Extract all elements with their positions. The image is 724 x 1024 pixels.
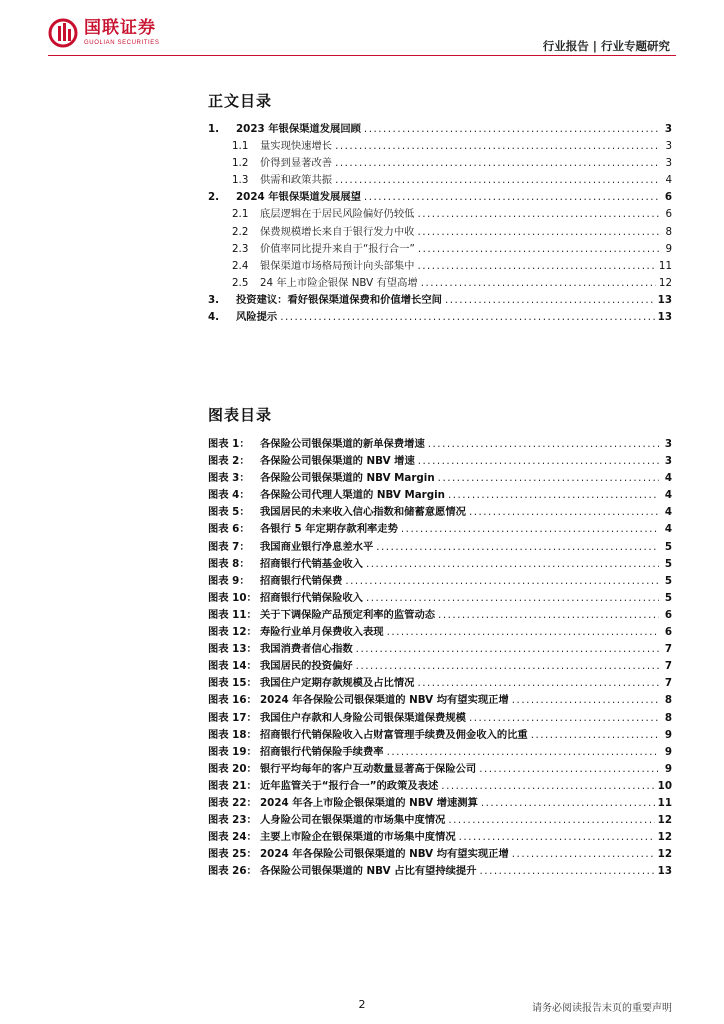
figure-list-item[interactable] (208, 623, 672, 640)
logo-chinese-name: 国联证券 (84, 18, 156, 38)
company-logo (48, 18, 159, 48)
dot-leader (335, 174, 659, 186)
entry-page: 4 (665, 174, 672, 187)
entry-number: 2.4 (232, 259, 249, 272)
entry-page: 6 (664, 191, 672, 204)
entry-title: 2024 年各保险公司银保渠道的 NBV 均有望实现正增 (260, 848, 509, 861)
toc-entry[interactable] (208, 257, 672, 274)
figure-list-item[interactable] (208, 743, 672, 760)
entry-number: 3. (208, 293, 220, 306)
entry-number: 1.2 (232, 157, 249, 170)
entry-title: 量实现快速增长 (260, 140, 333, 153)
entry-number: 图表 10： (208, 591, 257, 604)
dot-leader (280, 311, 654, 323)
entry-page: 6 (665, 208, 672, 221)
dot-leader (387, 746, 659, 758)
entry-title: 招商银行代销保险收入占财富管理手续费及佣金收入的比重 (260, 728, 528, 741)
entry-page: 9 (665, 242, 672, 255)
entry-number: 图表 17： (208, 711, 257, 724)
table-of-contents (208, 120, 672, 325)
entry-number: 图表 8： (208, 557, 250, 570)
entry-number: 图表 11： (208, 608, 257, 621)
toc-entry[interactable] (208, 188, 672, 205)
entry-number: 2.3 (232, 242, 249, 255)
figure-list-item[interactable] (208, 777, 672, 794)
entry-number: 图表 26： (208, 865, 257, 878)
entry-title: 关于下调保险产品预定利率的监管动态 (260, 608, 436, 621)
entry-title: 招商银行代销保费 (260, 574, 343, 587)
figure-list-item[interactable] (208, 709, 672, 726)
entry-title: 价得到显著改善 (260, 157, 333, 170)
entry-title: 寿险行业单月保费收入表现 (260, 626, 384, 639)
entry-page: 3 (664, 123, 672, 135)
entry-number: 图表 20： (208, 762, 257, 775)
entry-page: 10 (657, 779, 672, 792)
dot-leader (469, 712, 659, 724)
logo-mark-icon (48, 18, 78, 48)
entry-title: 我国居民的投资偏好 (260, 660, 353, 673)
figure-list-item[interactable] (208, 503, 672, 520)
entry-number: 图表 12： (208, 626, 257, 639)
dot-leader (335, 157, 659, 169)
figure-list-item[interactable] (208, 794, 672, 811)
entry-number: 4. (208, 311, 220, 324)
entry-page: 12 (657, 831, 672, 844)
dot-leader (421, 277, 656, 289)
dot-leader (387, 626, 659, 638)
entry-page: 5 (664, 574, 672, 587)
entry-number: 图表 16： (208, 694, 257, 707)
entry-number: 1.3 (232, 174, 249, 187)
dot-leader (366, 558, 659, 570)
entry-title: 招商银行代销保险收入 (260, 591, 363, 604)
entry-page: 5 (664, 557, 672, 570)
entry-title: 我国消费者信心指数 (260, 643, 353, 656)
entry-page: 8 (665, 225, 672, 238)
entry-page: 4 (664, 523, 672, 536)
entry-title: 2023 年银保渠道发展回顾 (236, 123, 361, 135)
entry-page: 13 (657, 865, 672, 878)
entry-page: 5 (664, 540, 672, 553)
entry-page: 6 (664, 626, 672, 639)
entry-page: 9 (664, 728, 672, 741)
dot-leader (531, 729, 659, 741)
dot-leader (418, 455, 659, 467)
dot-leader (401, 523, 659, 535)
entry-page: 8 (664, 711, 672, 724)
entry-page: 5 (664, 591, 672, 604)
entry-page: 13 (657, 293, 672, 306)
entry-page: 4 (664, 506, 672, 519)
figure-list-item[interactable] (208, 862, 672, 879)
entry-title: 银行平均每年的客户互动数量显著高于保险公司 (260, 762, 477, 775)
figure-list-item[interactable] (208, 452, 672, 469)
entry-number: 图表 23： (208, 814, 257, 827)
dot-leader (417, 226, 659, 238)
entry-number: 2.5 (232, 276, 249, 289)
figure-list-item[interactable] (208, 691, 672, 708)
entry-title: 2024 年银保渠道发展展望 (236, 191, 361, 204)
entry-title: 风险提示 (236, 311, 278, 324)
entry-page: 3 (665, 157, 672, 170)
toc-entry[interactable] (208, 291, 672, 308)
list-of-figures (208, 435, 672, 879)
dot-leader (428, 438, 659, 450)
dot-leader (335, 140, 659, 152)
page-number: 2 (358, 998, 366, 1011)
toc-entry[interactable] (208, 154, 672, 171)
entry-number: 2.1 (232, 208, 249, 221)
dot-leader (376, 541, 659, 553)
entry-title: 供需和政策共振 (260, 174, 333, 187)
entry-number: 图表 9： (208, 574, 250, 587)
dot-leader (438, 472, 659, 484)
figure-list-item[interactable] (208, 760, 672, 777)
entry-page: 11 (657, 796, 672, 809)
entry-title: 各保险公司银保渠道的 NBV 占比有望持续提升 (260, 865, 477, 878)
dot-leader (445, 294, 655, 306)
entry-number: 图表 13： (208, 643, 257, 656)
dot-leader (480, 865, 655, 877)
entry-number: 1.1 (232, 140, 249, 153)
entry-page: 7 (664, 643, 672, 656)
figure-list-item[interactable] (208, 640, 672, 657)
entry-number: 图表 4： (208, 489, 250, 502)
dot-leader (448, 489, 659, 501)
entry-page: 4 (664, 489, 672, 502)
figure-list-item[interactable] (208, 572, 672, 589)
page-header (0, 0, 724, 60)
entry-page: 3 (664, 455, 672, 468)
toc-entry[interactable] (208, 223, 672, 240)
entry-title: 各保险公司代理人渠道的 NBV Margin (260, 489, 445, 502)
entry-page: 12 (657, 814, 672, 827)
entry-number: 图表 18： (208, 728, 257, 741)
entry-number: 图表 22： (208, 796, 257, 809)
dot-leader (345, 575, 659, 587)
entry-page: 9 (664, 762, 672, 775)
entry-page: 7 (664, 660, 672, 673)
figure-list-item[interactable] (208, 828, 672, 845)
figure-list-item[interactable] (208, 845, 672, 862)
figure-list-item[interactable] (208, 606, 672, 623)
dot-leader (448, 814, 654, 826)
entry-number: 图表 3： (208, 472, 250, 485)
figure-list-item[interactable] (208, 435, 672, 452)
figure-list-item[interactable] (208, 674, 672, 691)
dot-leader (366, 592, 659, 604)
figure-list-item[interactable] (208, 726, 672, 743)
figure-list-item[interactable] (208, 486, 672, 503)
figure-list-item[interactable] (208, 657, 672, 674)
entry-page: 7 (664, 677, 672, 690)
dot-leader (512, 694, 659, 706)
entry-title: 我国住户存款和人身险公司银保渠道保费规模 (260, 711, 466, 724)
entry-page: 13 (657, 311, 672, 324)
figure-list-item[interactable] (208, 811, 672, 828)
entry-page: 6 (664, 608, 672, 621)
entry-title: 24 年上市险企银保 NBV 有望高增 (260, 276, 418, 289)
entry-number: 图表 5： (208, 506, 250, 519)
dot-leader (364, 123, 659, 135)
header-divider (48, 55, 676, 56)
entry-number: 图表 15： (208, 677, 257, 690)
dot-leader (417, 677, 659, 689)
dot-leader (469, 506, 659, 518)
dot-leader (417, 208, 659, 220)
dot-leader (512, 848, 655, 860)
entry-number: 图表 21： (208, 779, 257, 792)
entry-title: 各保险公司银保渠道的新单保费增速 (260, 438, 425, 450)
logo-english-name: GUOLIAN SECURITIES (84, 40, 160, 46)
figure-list-item[interactable] (208, 538, 672, 555)
entry-title: 各保险公司银保渠道的 NBV Margin (260, 472, 435, 485)
entry-title: 投资建议：看好银保渠道保费和价值增长空间 (236, 293, 442, 306)
entry-number: 图表 25： (208, 848, 257, 861)
toc-entry[interactable] (208, 171, 672, 188)
dot-leader (438, 609, 659, 621)
entry-title: 各保险公司银保渠道的 NBV 增速 (260, 455, 415, 468)
entry-title: 我国商业银行净息差水平 (260, 540, 374, 553)
dot-leader (479, 763, 659, 775)
figure-list-item[interactable] (208, 555, 672, 572)
entry-title: 我国住户定期存款规模及占比情况 (260, 677, 415, 690)
dot-leader (481, 797, 655, 809)
entry-number: 图表 2： (208, 455, 250, 468)
toc-entry[interactable] (208, 205, 672, 222)
entry-number: 2. (208, 191, 220, 204)
entry-title: 2024 年各保险公司银保渠道的 NBV 均有望实现正增 (260, 694, 509, 707)
dot-leader (441, 780, 654, 792)
toc-entry[interactable] (208, 120, 672, 137)
toc-entry[interactable] (208, 308, 672, 325)
entry-title: 银保渠道市场格局预计向头部集中 (260, 259, 415, 272)
entry-page: 8 (664, 694, 672, 707)
entry-title: 招商银行代销保险手续费率 (260, 745, 384, 758)
toc-entry[interactable] (208, 274, 672, 291)
entry-title: 保费规模增长来自于银行发力中收 (260, 225, 415, 238)
figure-list-item[interactable] (208, 589, 672, 606)
figure-list-item[interactable] (208, 520, 672, 537)
dot-leader (356, 660, 659, 672)
entry-page: 3 (665, 140, 672, 153)
entry-title: 2024 年各上市险企银保渠道的 NBV 增速测算 (260, 796, 478, 809)
entry-page: 11 (658, 259, 672, 272)
entry-number: 图表 6： (208, 523, 250, 536)
report-type-label: 行业报告 | 行业专题研究 (542, 39, 670, 53)
entry-page: 12 (658, 276, 672, 289)
figure-list-title: 图表目录 (208, 406, 273, 424)
entry-number: 1. (208, 123, 220, 135)
entry-title: 价值率同比提升来自于“报行合一” (260, 242, 415, 255)
dot-leader (364, 191, 659, 203)
entry-page: 4 (664, 472, 672, 485)
entry-number: 图表 1： (208, 438, 250, 450)
dot-leader (418, 243, 659, 255)
entry-number: 图表 24： (208, 831, 257, 844)
disclaimer-note: 请务必阅读报告末页的重要声明 (532, 1003, 672, 1014)
entry-title: 主要上市险企在银保渠道的市场集中度情况 (260, 831, 456, 844)
entry-title: 人身险公司在银保渠道的市场集中度情况 (260, 814, 446, 827)
entry-title: 近年监管关于“报行合一”的政策及表述 (260, 779, 439, 792)
dot-leader (417, 260, 655, 272)
entry-number: 图表 19： (208, 745, 257, 758)
entry-title: 各银行 5 年定期存款利率走势 (260, 523, 398, 536)
entry-title: 底层逻辑在于居民风险偏好仍较低 (260, 208, 415, 221)
entry-page: 12 (657, 848, 672, 861)
entry-number: 2.2 (232, 225, 249, 238)
dot-leader (356, 643, 659, 655)
entry-page: 3 (664, 438, 672, 450)
toc-entry[interactable] (208, 137, 672, 154)
entry-page: 9 (664, 745, 672, 758)
entry-title: 我国居民的未来收入信心指数和储蓄意愿情况 (260, 506, 466, 519)
entry-number: 图表 14： (208, 660, 257, 673)
toc-title: 正文目录 (208, 92, 273, 110)
entry-title: 招商银行代销基金收入 (260, 557, 363, 570)
entry-number: 图表 7： (208, 540, 250, 553)
dot-leader (459, 831, 655, 843)
toc-entry[interactable] (208, 240, 672, 257)
figure-list-item[interactable] (208, 469, 672, 486)
